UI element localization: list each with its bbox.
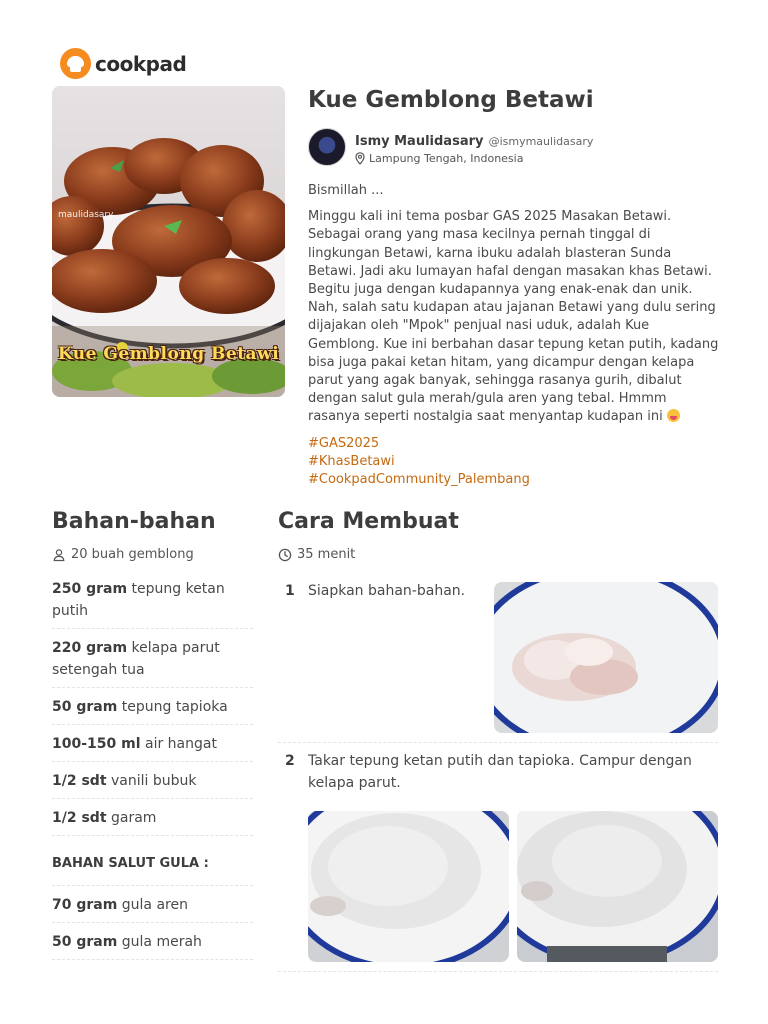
- recipe-title: Kue Gemblong Betawi: [308, 87, 594, 113]
- hashtag-list: [308, 435, 722, 490]
- description-intro: Bismillah ...: [308, 183, 384, 198]
- author-block[interactable]: [308, 128, 593, 166]
- step-photo[interactable]: [494, 582, 718, 733]
- person-icon: [52, 548, 66, 562]
- image-watermark: maulidasary: [58, 210, 114, 220]
- cookpad-logo[interactable]: [60, 48, 186, 79]
- recipe-hero-image: [52, 86, 285, 397]
- ingredients-title: Bahan-bahan: [52, 509, 216, 534]
- hashtag-link[interactable]: #KhasBetawi: [308, 453, 395, 469]
- step-photo[interactable]: [308, 811, 509, 962]
- ingredient-item: 220 gram kelapa parut setengah tua: [52, 637, 253, 688]
- cook-time: [278, 547, 355, 562]
- step-number: 2: [285, 753, 295, 769]
- description-body: Minggu kali ini tema posbar GAS 2025 Masakan Betawi. Sebagai orang yang masa kecilnya pernah tinggal di lingkungan Betawi, karna ibuku adalah blasteran Sunda Betawi. Jadi aku lumayan hafal dengan masakan khas Betawi. Begitu juga dengan kudapannya yang enak-enak dan unik. Nah, salah satu kudapan atau jajanan Betawi yang dulu sering dijajakan oleh "Mpok" penjual nasi uduk, adalah Kue Gemblong. Kue ini berbahan dasar tepung ketan putih, kadang bisa juga pakai ketan hitam, yang dicampur dengan kelapa parut yang agak banyak, sehingga rasanya gurih, dibalut dengan salut gula merah/gula aren yang tebal. Hmmm rasanya seperti nostalgia saat menyantap kudapan ini: [308, 209, 719, 425]
- steps-title: Cara Membuat: [278, 509, 459, 534]
- ingredient-list: [52, 578, 253, 968]
- chef-hat-icon: [60, 48, 91, 79]
- ingredient-item: 50 gram tepung tapioka: [52, 696, 253, 725]
- author-handle: @ismymaulidasary: [488, 134, 594, 148]
- ingredient-item: 1/2 sdt garam: [52, 807, 253, 836]
- laughing-emoji-icon: [667, 409, 680, 422]
- hashtag-link[interactable]: #CookpadCommunity_Palembang: [308, 472, 530, 488]
- clock-icon: [278, 548, 292, 562]
- ingredient-subheading: BAHAN SALUT GULA :: [52, 844, 253, 886]
- step-divider: [278, 742, 718, 743]
- servings: [52, 547, 194, 562]
- ingredient-item: 70 gram gula aren: [52, 894, 253, 923]
- author-name[interactable]: Ismy Maulidasary: [355, 133, 484, 149]
- ingredient-item: 250 gram tepung ketan putih: [52, 578, 253, 629]
- step-photo[interactable]: [517, 811, 718, 962]
- ingredient-item: 50 gram gula merah: [52, 931, 253, 960]
- step-divider: [278, 971, 718, 972]
- avatar[interactable]: [308, 128, 346, 166]
- servings-text: 20 buah gemblong: [71, 547, 194, 562]
- ingredient-item: 1/2 sdt vanili bubuk: [52, 770, 253, 799]
- pin-icon: [355, 152, 365, 165]
- step-text: Siapkan bahan-bahan.: [308, 583, 466, 599]
- cook-time-text: 35 menit: [297, 547, 356, 562]
- recipe-description: [308, 182, 722, 489]
- brand-name: cookpad: [95, 51, 187, 76]
- location-text: Lampung Tengah, Indonesia: [369, 151, 524, 165]
- hashtag-link[interactable]: #GAS2025: [308, 435, 380, 451]
- ingredient-item: 100-150 ml air hangat: [52, 733, 253, 762]
- step-number: 1: [285, 583, 295, 599]
- author-location: [355, 152, 593, 165]
- step-text: Takar tepung ketan putih dan tapioka. Campur dengan kelapa parut.: [308, 753, 692, 791]
- hero-caption: Kue Gemblong Betawi: [57, 344, 280, 364]
- description-body-wrap: [308, 208, 722, 426]
